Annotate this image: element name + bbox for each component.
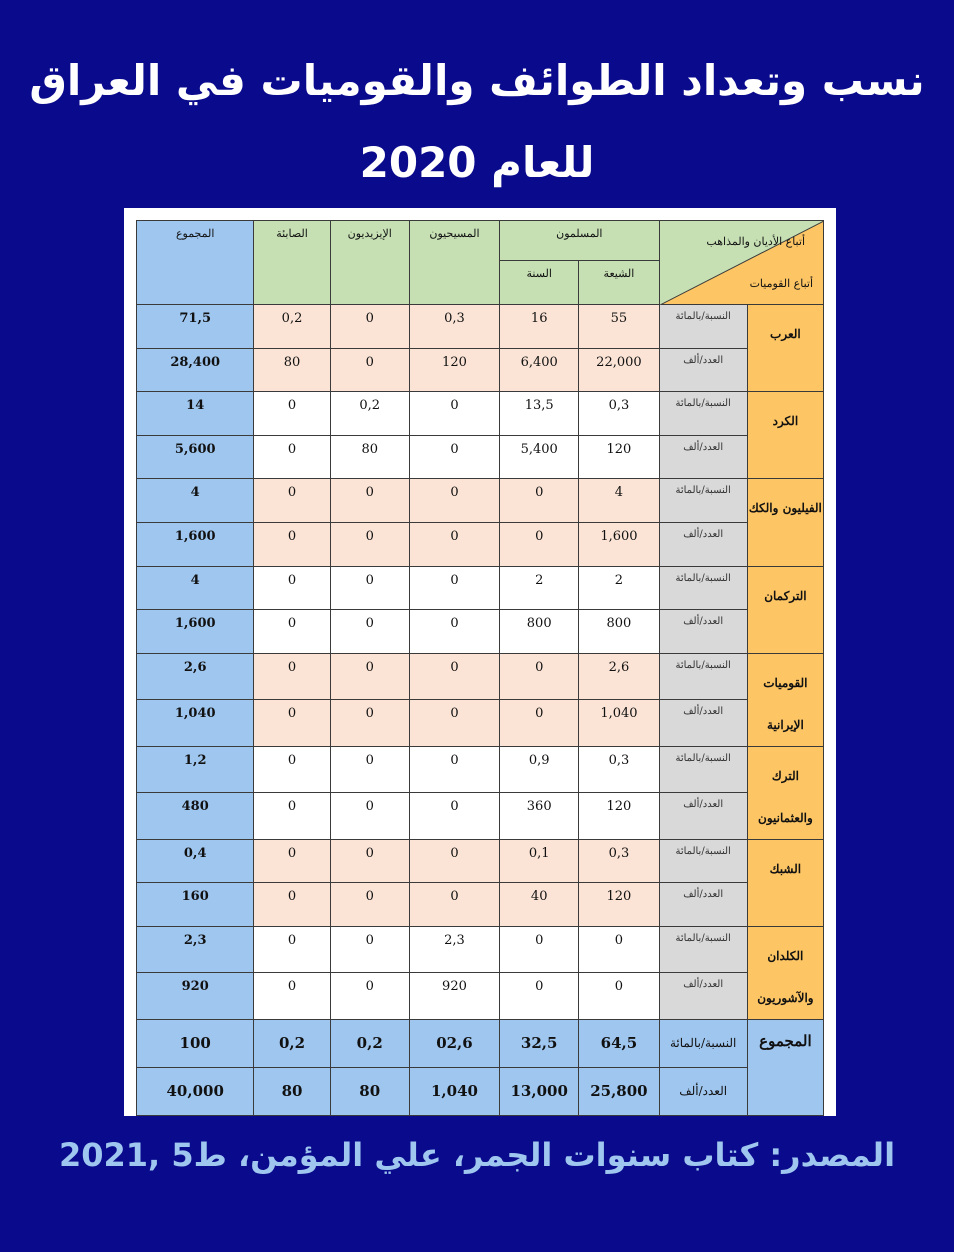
sum-shia-cell: 64,5 xyxy=(579,1019,659,1067)
metric-cell: العدد/ألف xyxy=(659,522,747,566)
christians-cell: 0 xyxy=(409,435,499,479)
page-title: نسب وتعداد الطوائف والقوميات في العراق xyxy=(29,56,925,105)
yazidis-cell: 0 xyxy=(330,926,409,973)
header-shia: الشيعة xyxy=(579,261,659,305)
yazidis-cell: 0 xyxy=(330,653,409,700)
shia-cell: 1,600 xyxy=(579,522,659,566)
metric-cell: العدد/ألف xyxy=(659,348,747,392)
sabians-cell: 0 xyxy=(254,883,330,927)
christians-cell: 0 xyxy=(409,839,499,883)
nationality-cell: العرب xyxy=(747,305,823,392)
yazidis-cell: 0 xyxy=(330,746,409,793)
corner-nationalities-label: أتباع القوميات xyxy=(749,277,813,290)
christians-cell: 0 xyxy=(409,700,499,747)
table-row xyxy=(137,973,824,1020)
shia-cell: 800 xyxy=(579,610,659,654)
shia-cell: 1,040 xyxy=(579,700,659,747)
nationality-cell: الفيليون والكك xyxy=(747,479,823,566)
sum-sabians-cell: 0,2 xyxy=(254,1019,330,1067)
total-cell: 160 xyxy=(137,883,254,927)
table-row xyxy=(137,392,824,436)
nationality-cell: التركمان xyxy=(747,566,823,653)
sunni-cell: 6,400 xyxy=(500,348,579,392)
total-cell: 0,4 xyxy=(137,839,254,883)
sunni-cell: 2 xyxy=(500,566,579,610)
christians-cell: 0 xyxy=(409,746,499,793)
nationality-cell: القوميات الإيرانية xyxy=(747,653,823,746)
sunni-cell: 0 xyxy=(500,522,579,566)
metric-cell: العدد/ألف xyxy=(659,435,747,479)
table-body xyxy=(137,305,824,1116)
sabians-cell: 0 xyxy=(254,566,330,610)
table-row xyxy=(137,700,824,747)
sunni-cell: 360 xyxy=(500,793,579,840)
total-cell: 71,5 xyxy=(137,305,254,349)
sum-sunni-cell: 13,000 xyxy=(500,1067,579,1115)
sunni-cell: 0 xyxy=(500,479,579,523)
sum-sunni-cell: 32,5 xyxy=(500,1019,579,1067)
sum-total-cell: 40,000 xyxy=(137,1067,254,1115)
metric-cell: النسبة/بالمائة xyxy=(659,479,747,523)
sum-christians-cell: 02,6 xyxy=(409,1019,499,1067)
nationality-cell: الكلدان والآشوريون xyxy=(747,926,823,1019)
header-yazidis: الإيزيديون xyxy=(330,221,409,305)
table-panel xyxy=(124,208,836,1116)
table-row xyxy=(137,653,824,700)
sabians-cell: 0,2 xyxy=(254,305,330,349)
total-cell: 1,040 xyxy=(137,700,254,747)
yazidis-cell: 0 xyxy=(330,610,409,654)
sabians-cell: 0 xyxy=(254,839,330,883)
yazidis-cell: 0 xyxy=(330,883,409,927)
source-citation: المصدر: كتاب سنوات الجمر، علي المؤمن، ط5 ,2021 xyxy=(58,1136,896,1174)
shia-cell: 0 xyxy=(579,973,659,1020)
nationality-cell: الترك والعثمانيون xyxy=(747,746,823,839)
sunni-cell: 0,1 xyxy=(500,839,579,883)
table-row xyxy=(137,839,824,883)
corner-header-cell xyxy=(659,221,823,305)
christians-cell: 0 xyxy=(409,522,499,566)
christians-cell: 0,3 xyxy=(409,305,499,349)
census-table xyxy=(136,220,824,1116)
table-row xyxy=(137,348,824,392)
yazidis-cell: 0 xyxy=(330,700,409,747)
sunni-cell: 16 xyxy=(500,305,579,349)
sunni-cell: 5,400 xyxy=(500,435,579,479)
table-row xyxy=(137,435,824,479)
table-row xyxy=(137,883,824,927)
yazidis-cell: 0 xyxy=(330,793,409,840)
shia-cell: 0,3 xyxy=(579,392,659,436)
sabians-cell: 0 xyxy=(254,392,330,436)
sabians-cell: 0 xyxy=(254,479,330,523)
sabians-cell: 0 xyxy=(254,522,330,566)
metric-cell: النسبة/بالمائة xyxy=(659,926,747,973)
table-row xyxy=(137,479,824,523)
sum-metric-cell: العدد/ألف xyxy=(659,1067,747,1115)
metric-cell: العدد/ألف xyxy=(659,793,747,840)
yazidis-cell: 0 xyxy=(330,348,409,392)
christians-cell: 0 xyxy=(409,883,499,927)
nationality-cell: الكرد xyxy=(747,392,823,479)
table-row xyxy=(137,793,824,840)
total-cell: 1,600 xyxy=(137,522,254,566)
header-muslims: المسلمون xyxy=(500,221,659,261)
sabians-cell: 0 xyxy=(254,610,330,654)
table-row xyxy=(137,926,824,973)
header-sunni: السنة xyxy=(500,261,579,305)
sabians-cell: 0 xyxy=(254,435,330,479)
metric-cell: العدد/ألف xyxy=(659,973,747,1020)
corner-religions-label: أتباع الأديان والمذاهب xyxy=(706,235,805,248)
total-cell: 1,600 xyxy=(137,610,254,654)
sabians-cell: 0 xyxy=(254,973,330,1020)
sabians-cell: 0 xyxy=(254,793,330,840)
christians-cell: 0 xyxy=(409,610,499,654)
sum-row xyxy=(137,1019,824,1067)
shia-cell: 2,6 xyxy=(579,653,659,700)
christians-cell: 120 xyxy=(409,348,499,392)
yazidis-cell: 0 xyxy=(330,305,409,349)
sabians-cell: 80 xyxy=(254,348,330,392)
metric-cell: النسبة/بالمائة xyxy=(659,566,747,610)
shia-cell: 0 xyxy=(579,926,659,973)
shia-cell: 4 xyxy=(579,479,659,523)
sabians-cell: 0 xyxy=(254,926,330,973)
christians-cell: 920 xyxy=(409,973,499,1020)
total-cell: 920 xyxy=(137,973,254,1020)
metric-cell: النسبة/بالمائة xyxy=(659,839,747,883)
shia-cell: 2 xyxy=(579,566,659,610)
header-total: المجموع xyxy=(137,221,254,305)
sum-shia-cell: 25,800 xyxy=(579,1067,659,1115)
shia-cell: 0,3 xyxy=(579,746,659,793)
table-row xyxy=(137,305,824,349)
shia-cell: 22,000 xyxy=(579,348,659,392)
sum-yazidis-cell: 0,2 xyxy=(330,1019,409,1067)
sabians-cell: 0 xyxy=(254,653,330,700)
metric-cell: العدد/ألف xyxy=(659,883,747,927)
yazidis-cell: 0 xyxy=(330,839,409,883)
christians-cell: 2,3 xyxy=(409,926,499,973)
sunni-cell: 0 xyxy=(500,926,579,973)
total-cell: 4 xyxy=(137,479,254,523)
metric-cell: النسبة/بالمائة xyxy=(659,746,747,793)
page-subtitle-year: للعام 2020 xyxy=(359,138,595,187)
sum-christians-cell: 1,040 xyxy=(409,1067,499,1115)
yazidis-cell: 0 xyxy=(330,566,409,610)
christians-cell: 0 xyxy=(409,566,499,610)
total-cell: 28,400 xyxy=(137,348,254,392)
total-cell: 5,600 xyxy=(137,435,254,479)
sum-yazidis-cell: 80 xyxy=(330,1067,409,1115)
total-cell: 1,2 xyxy=(137,746,254,793)
total-cell: 2,6 xyxy=(137,653,254,700)
header-row-1 xyxy=(137,221,824,261)
christians-cell: 0 xyxy=(409,653,499,700)
yazidis-cell: 0 xyxy=(330,973,409,1020)
nationality-cell: الشبك xyxy=(747,839,823,926)
total-cell: 480 xyxy=(137,793,254,840)
table-row xyxy=(137,610,824,654)
sum-metric-cell: النسبة/بالمائة xyxy=(659,1019,747,1067)
metric-cell: النسبة/بالمائة xyxy=(659,305,747,349)
total-cell: 2,3 xyxy=(137,926,254,973)
shia-cell: 120 xyxy=(579,435,659,479)
christians-cell: 0 xyxy=(409,392,499,436)
metric-cell: العدد/ألف xyxy=(659,700,747,747)
shia-cell: 120 xyxy=(579,793,659,840)
yazidis-cell: 0 xyxy=(330,479,409,523)
shia-cell: 120 xyxy=(579,883,659,927)
table-row xyxy=(137,566,824,610)
total-cell: 4 xyxy=(137,566,254,610)
header-christians: المسيحيون xyxy=(409,221,499,305)
metric-cell: العدد/ألف xyxy=(659,610,747,654)
shia-cell: 55 xyxy=(579,305,659,349)
christians-cell: 0 xyxy=(409,479,499,523)
shia-cell: 0,3 xyxy=(579,839,659,883)
sum-total-cell: 100 xyxy=(137,1019,254,1067)
sabians-cell: 0 xyxy=(254,746,330,793)
sunni-cell: 40 xyxy=(500,883,579,927)
sum-label-cell: المجموع xyxy=(747,1019,823,1115)
sum-row xyxy=(137,1067,824,1115)
yazidis-cell: 80 xyxy=(330,435,409,479)
sabians-cell: 0 xyxy=(254,700,330,747)
yazidis-cell: 0 xyxy=(330,522,409,566)
sunni-cell: 13,5 xyxy=(500,392,579,436)
corner-diagonal xyxy=(660,221,824,305)
header-sabians: الصابئة xyxy=(254,221,330,305)
sum-sabians-cell: 80 xyxy=(254,1067,330,1115)
yazidis-cell: 0,2 xyxy=(330,392,409,436)
sunni-cell: 0,9 xyxy=(500,746,579,793)
sunni-cell: 0 xyxy=(500,700,579,747)
table-row xyxy=(137,522,824,566)
metric-cell: النسبة/بالمائة xyxy=(659,653,747,700)
sunni-cell: 800 xyxy=(500,610,579,654)
christians-cell: 0 xyxy=(409,793,499,840)
sunni-cell: 0 xyxy=(500,973,579,1020)
metric-cell: النسبة/بالمائة xyxy=(659,392,747,436)
table-row xyxy=(137,746,824,793)
sunni-cell: 0 xyxy=(500,653,579,700)
total-cell: 14 xyxy=(137,392,254,436)
